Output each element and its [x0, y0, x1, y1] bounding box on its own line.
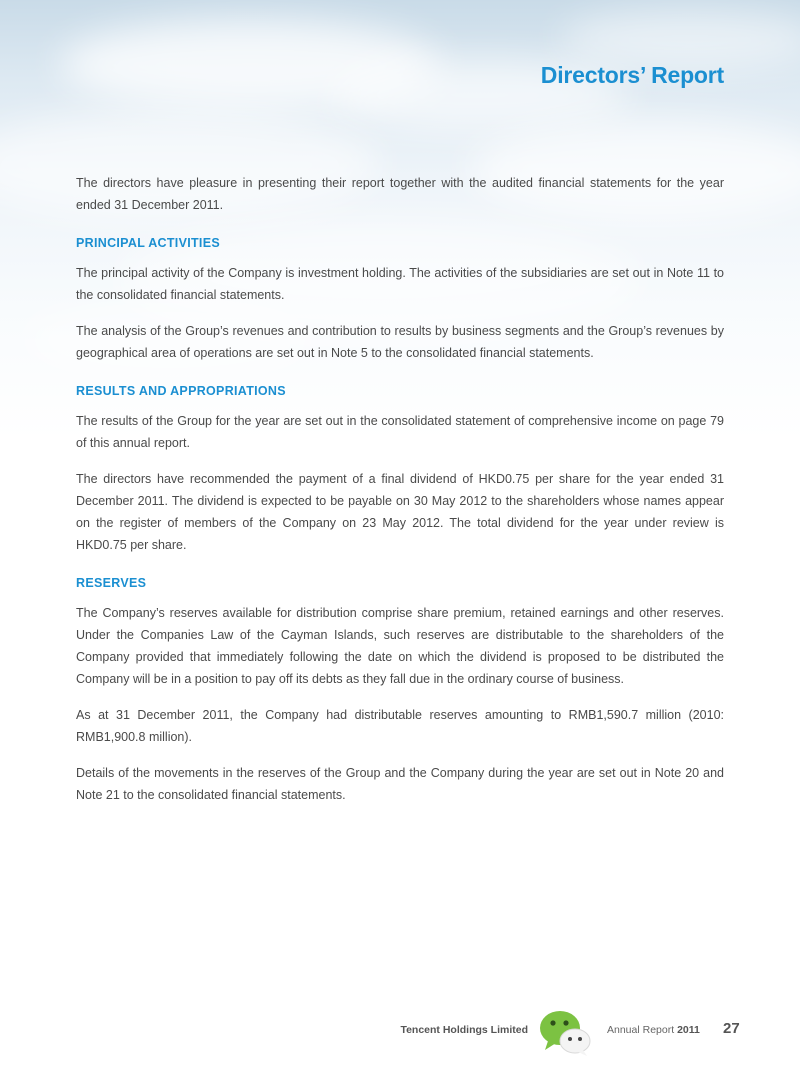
report-body [76, 172, 724, 820]
company-name: Tencent Holdings Limited [400, 1024, 528, 1036]
page-footer [0, 1008, 800, 1078]
page-number: 27 [723, 1020, 740, 1037]
paragraph: The directors have recommended the payment of a final dividend of HKD0.75 per share for the year ended 31 December 2011. The dividend is expected to be payable on 30 May 2012 to the shareholders whose names appear on the register of members of the Company on 23 May 2012. The total dividend for the year under review is HKD0.75 per share. [76, 472, 724, 552]
paragraph: The principal activity of the Company is investment holding. The activities of the subsidiaries are set out in Note 11 to the consolidated financial statements. [76, 266, 724, 302]
paragraph: The analysis of the Group’s revenues and contribution to results by business segments and the Group’s revenues by geographical area of operations are set out in Note 5 to the consolidated financial statements. [76, 324, 724, 360]
page-title: Directors’ Report [540, 62, 724, 88]
section-heading-results-and-appropriations: RESULTS AND APPROPRIATIONS [76, 384, 286, 398]
section-heading-principal-activities: PRINCIPAL ACTIVITIES [76, 236, 220, 250]
wechat-logo-icon [536, 1008, 594, 1056]
intro-paragraph: The directors have pleasure in presenting their report together with the audited financial statements for the year ended 31 December 2011. [76, 176, 724, 212]
section-heading-reserves: RESERVES [76, 576, 147, 590]
paragraph: The Company’s reserves available for distribution comprise share premium, retained earnings and other reserves. Under the Companies Law of the Cayman Islands, such reserves are distributable to the shareholders of the Company provided that immediately following the date on which the dividend is proposed to be distributed the Company will be in a position to pay off its debts as they fall due in the ordinary course of business. [76, 606, 724, 686]
paragraph: As at 31 December 2011, the Company had distributable reserves amounting to RMB1,590.7 million (2010: RMB1,900.8 million). [76, 708, 724, 744]
paragraph: The results of the Group for the year are set out in the consolidated statement of comprehensive income on page 79 of this annual report. [76, 414, 724, 450]
paragraph: Details of the movements in the reserves of the Group and the Company during the year are set out in Note 20 and Note 21 to the consolidated financial statements. [76, 766, 724, 802]
annual-report-label: Annual Report 2011 [607, 1024, 700, 1036]
